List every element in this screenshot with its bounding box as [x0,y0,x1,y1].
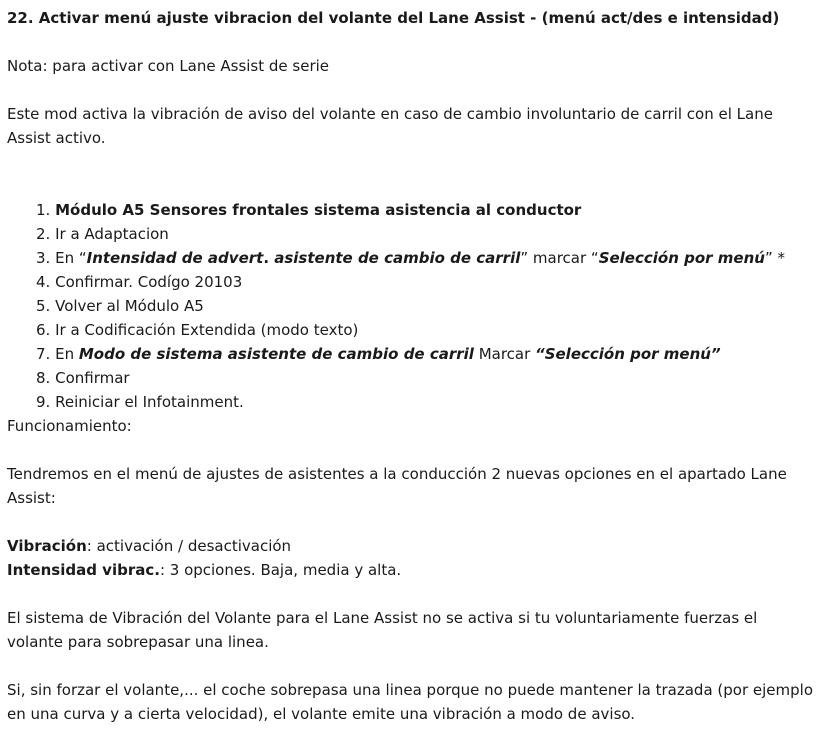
step-number: 9. [36,393,51,411]
section-heading: 22. Activar menú ajuste vibracion del volante del Lane Assist - (menú act/des e intensidad) [7,9,780,27]
step-item [36,198,817,222]
step-text: Módulo A5 Sensores frontales sistema asistencia al conductor [55,201,582,219]
step-number: 1. [36,201,51,219]
sistema-paragraph: El sistema de Vibración del Volante para el Lane Assist no se activa si tu voluntariamente fuerzas el volante para sobrepasar una linea. [7,609,758,651]
step-number: 3. [36,249,51,267]
option-label: Intensidad vibrac. [7,561,160,579]
step-text: Volver al Módulo A5 [55,297,204,315]
step-item [36,366,817,390]
step-text: Confirmar. Codígo 20103 [55,273,243,291]
step-item [36,318,817,342]
step-item [36,270,817,294]
step-text-mid: ” marcar “ [520,249,599,267]
final-paragraph: Si, sin forzar el volante,... el coche sobrepasa una linea porque no puede mantener la trazada (por ejemplo en una curva y a cierta velocidad), el volante emite una vibración a modo de aviso. [7,681,814,723]
step-item [36,294,817,318]
step-text: Confirmar [55,369,130,387]
step-item [36,390,817,414]
step-item [36,246,817,270]
step-emphasis: Intensidad de advert [86,249,264,267]
step-number: 5. [36,297,51,315]
option-text: : 3 opciones. Baja, media y alta. [159,561,402,579]
note-text: Nota: para activar con Lane Assist de serie [7,57,330,75]
step-item [36,222,817,246]
step-emphasis: asistente de cambio de carril [274,249,521,267]
step-number: 6. [36,321,51,339]
step-number: 7. [36,345,51,363]
step-number: 4. [36,273,51,291]
option-intensidad [7,558,817,582]
funcionamiento-label: Funcionamiento: [7,417,132,435]
step-number: 2. [36,225,51,243]
document [7,6,817,726]
steps-list [7,198,817,414]
step-emphasis: Modo de sistema asistente de cambio de carril [78,345,474,363]
step-text-mid: Marcar [473,345,536,363]
option-text: : activación / desactivación [86,537,292,555]
step-text: Reiniciar el Infotainment. [55,393,244,411]
step-emphasis: “Selección por menú” [535,345,721,363]
step-text: Ir a Adaptacion [55,225,169,243]
step-text-mid: . [263,249,275,267]
step-item [36,342,817,366]
step-text-post: ” * [764,249,785,267]
funcionamiento-intro: Tendremos en el menú de ajustes de asistentes a la conducción 2 nuevas opciones en el apartado Lane Assist: [7,465,787,507]
step-emphasis: Selección por menú [598,249,765,267]
step-number: 8. [36,369,51,387]
step-text: Ir a Codificación Extendida (modo texto) [55,321,359,339]
intro-paragraph: Este mod activa la vibración de aviso del volante en caso de cambio involuntario de carril con el Lane Assist activo. [7,105,773,147]
step-text-pre: En “ [55,249,87,267]
step-text-pre: En [55,345,79,363]
option-vibracion [7,534,817,558]
option-label: Vibración [7,537,87,555]
